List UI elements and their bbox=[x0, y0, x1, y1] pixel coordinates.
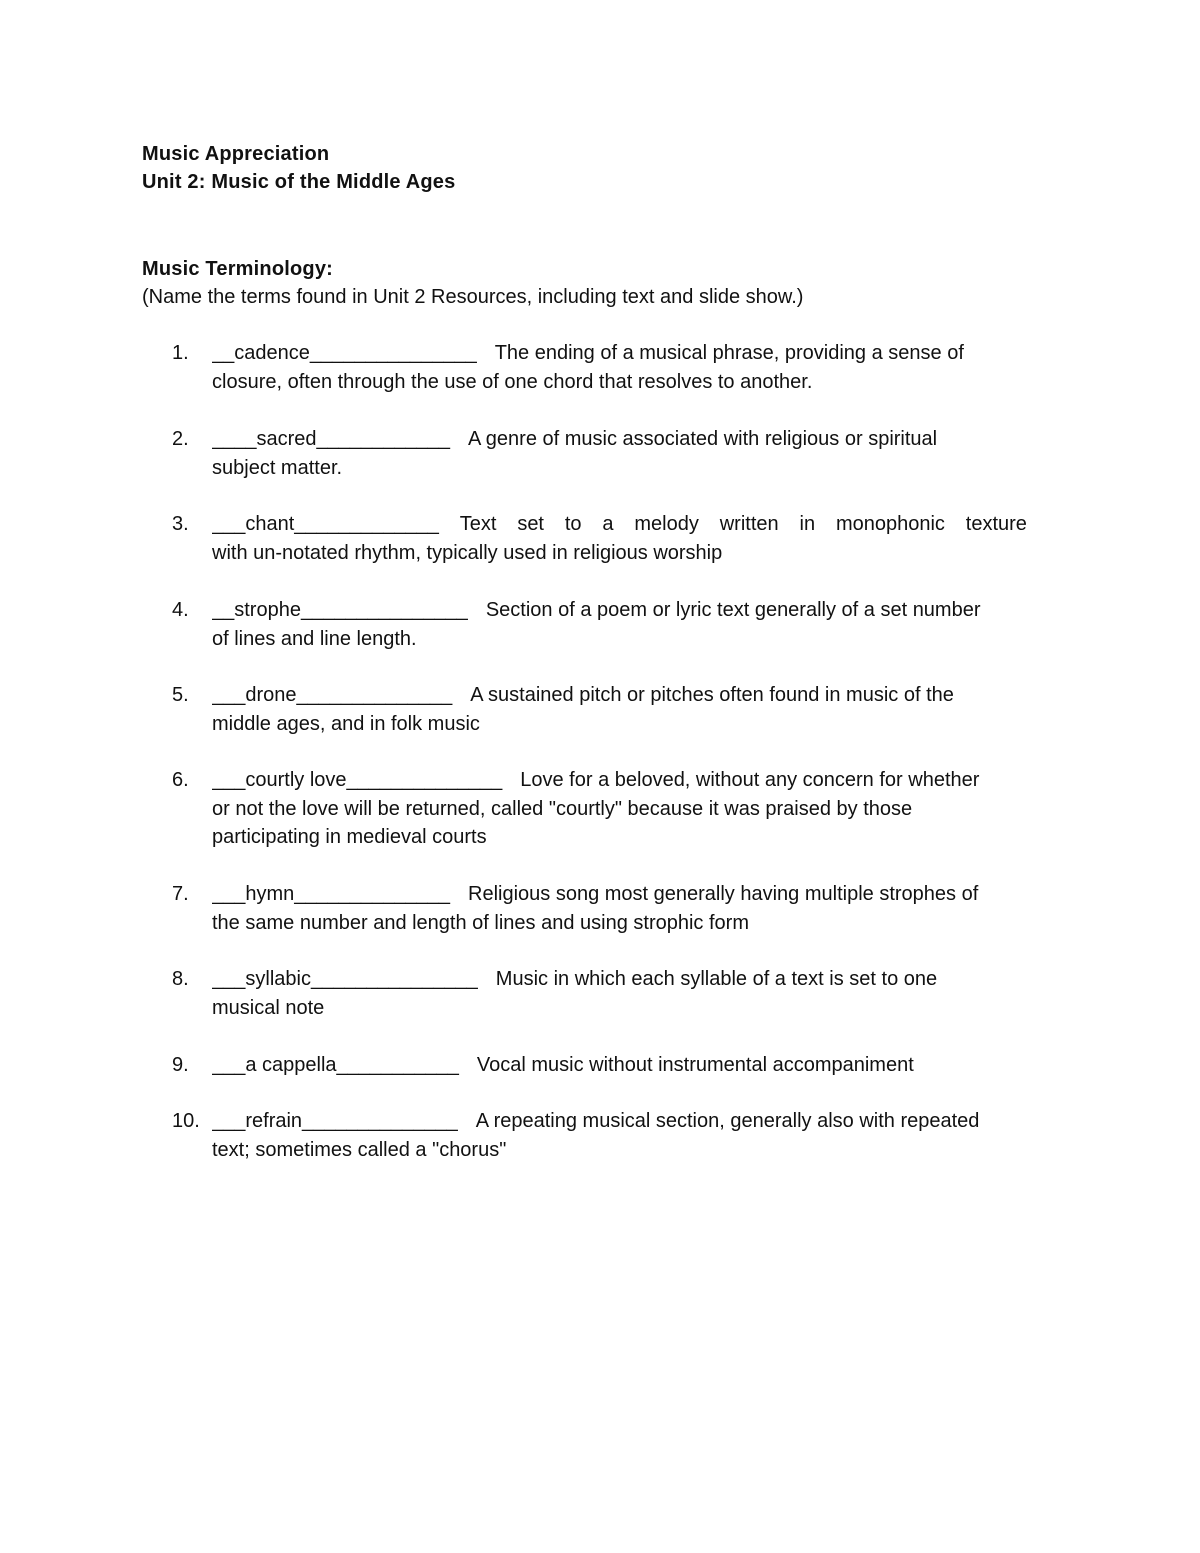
term-first-line bbox=[212, 880, 1052, 909]
definition-continuation: or not the love will be returned, called "courtly" because it was praised by those bbox=[212, 797, 913, 820]
term-number: 10. bbox=[172, 1110, 200, 1132]
definition-continuation: subject matter. bbox=[212, 456, 343, 479]
term-item-8 bbox=[172, 965, 1062, 1055]
definition-word: written bbox=[719, 513, 779, 535]
definition-word: texture bbox=[965, 513, 1027, 535]
answer-text: ___hymn______________ bbox=[212, 883, 450, 905]
answer-text: ___syllabic_______________ bbox=[212, 968, 478, 990]
definition-word: a bbox=[602, 513, 614, 535]
term-number: 8. bbox=[172, 968, 189, 990]
definition-continuation: with un-notated rhythm, typically used in religious worship bbox=[212, 541, 723, 564]
definition-continuation: the same number and length of lines and using strophic form bbox=[212, 911, 749, 934]
definition-word: melody bbox=[634, 513, 699, 535]
term-first-line bbox=[212, 1107, 1052, 1136]
answer-text: ____sacred____________ bbox=[212, 428, 450, 450]
term-first-line bbox=[212, 510, 1027, 539]
definition-text: Love for a beloved, without any concern for whether bbox=[520, 769, 980, 791]
answer-text: ___drone______________ bbox=[212, 684, 453, 706]
definition-continuation: middle ages, and in folk music bbox=[212, 712, 480, 735]
term-number: 3. bbox=[172, 513, 189, 535]
section-heading: Music Terminology: bbox=[142, 258, 334, 280]
definition-word: set bbox=[517, 513, 544, 535]
definition-text: Music in which each syllable of a text is set to one bbox=[495, 968, 938, 990]
term-number: 2. bbox=[172, 428, 189, 450]
term-number: 9. bbox=[172, 1054, 189, 1076]
term-number: 4. bbox=[172, 599, 189, 621]
definition-continuation: closure, often through the use of one chord that resolves to another. bbox=[212, 370, 813, 393]
term-item-7 bbox=[172, 880, 1062, 970]
term-first-line bbox=[212, 1051, 1052, 1080]
term-number: 1. bbox=[172, 342, 189, 364]
definition-text: Religious song most generally having multiple strophes of bbox=[468, 883, 979, 905]
definition-text: A sustained pitch or pitches often found in music of the bbox=[470, 684, 954, 706]
term-item-9 bbox=[172, 1051, 1062, 1091]
answer-text: ___chant_____________ bbox=[212, 513, 439, 535]
term-first-line bbox=[212, 681, 1052, 710]
unit-title: Unit 2: Music of the Middle Ages bbox=[142, 171, 456, 193]
definition-continuation: text; sometimes called a "chorus" bbox=[212, 1138, 507, 1161]
term-first-line bbox=[212, 339, 1052, 368]
answer-text: ___refrain______________ bbox=[212, 1110, 458, 1132]
definition-word: Text bbox=[459, 513, 497, 535]
definition-text: A genre of music associated with religious or spiritual bbox=[468, 428, 938, 450]
term-item-3 bbox=[172, 510, 1062, 600]
answer-text: __cadence_______________ bbox=[212, 342, 477, 364]
term-item-10 bbox=[172, 1107, 1062, 1197]
term-item-2 bbox=[172, 425, 1062, 515]
term-first-line bbox=[212, 596, 1052, 625]
definition-text: The ending of a musical phrase, providing a sense of bbox=[494, 342, 964, 364]
definition-word: in bbox=[799, 513, 816, 535]
instructions: (Name the terms found in Unit 2 Resources, including text and slide show.) bbox=[142, 286, 804, 308]
term-first-line bbox=[212, 425, 1052, 454]
term-item-6 bbox=[172, 766, 1062, 866]
term-first-line bbox=[212, 766, 1052, 795]
term-item-1 bbox=[172, 339, 1062, 429]
term-item-4 bbox=[172, 596, 1062, 686]
definition-word: to bbox=[564, 513, 582, 535]
answer-text: ___courtly love______________ bbox=[212, 769, 503, 791]
definition-text: Section of a poem or lyric text generally of a set number bbox=[485, 599, 981, 621]
definition-text: A repeating musical section, generally also with repeated bbox=[475, 1110, 980, 1132]
definition-continuation: participating in medieval courts bbox=[212, 826, 487, 848]
definition-text: Vocal music without instrumental accompaniment bbox=[476, 1054, 914, 1076]
term-first-line bbox=[212, 965, 1052, 994]
course-title: Music Appreciation bbox=[142, 143, 330, 165]
definition-continuation: musical note bbox=[212, 996, 325, 1019]
term-item-5 bbox=[172, 681, 1062, 771]
answer-text: __strophe_______________ bbox=[212, 599, 468, 621]
term-number: 7. bbox=[172, 883, 189, 905]
definition-continuation: of lines and line length. bbox=[212, 627, 417, 650]
definition-word: monophonic bbox=[835, 513, 945, 535]
term-number: 6. bbox=[172, 769, 189, 791]
answer-text: ___a cappella___________ bbox=[212, 1054, 459, 1076]
term-number: 5. bbox=[172, 684, 189, 706]
